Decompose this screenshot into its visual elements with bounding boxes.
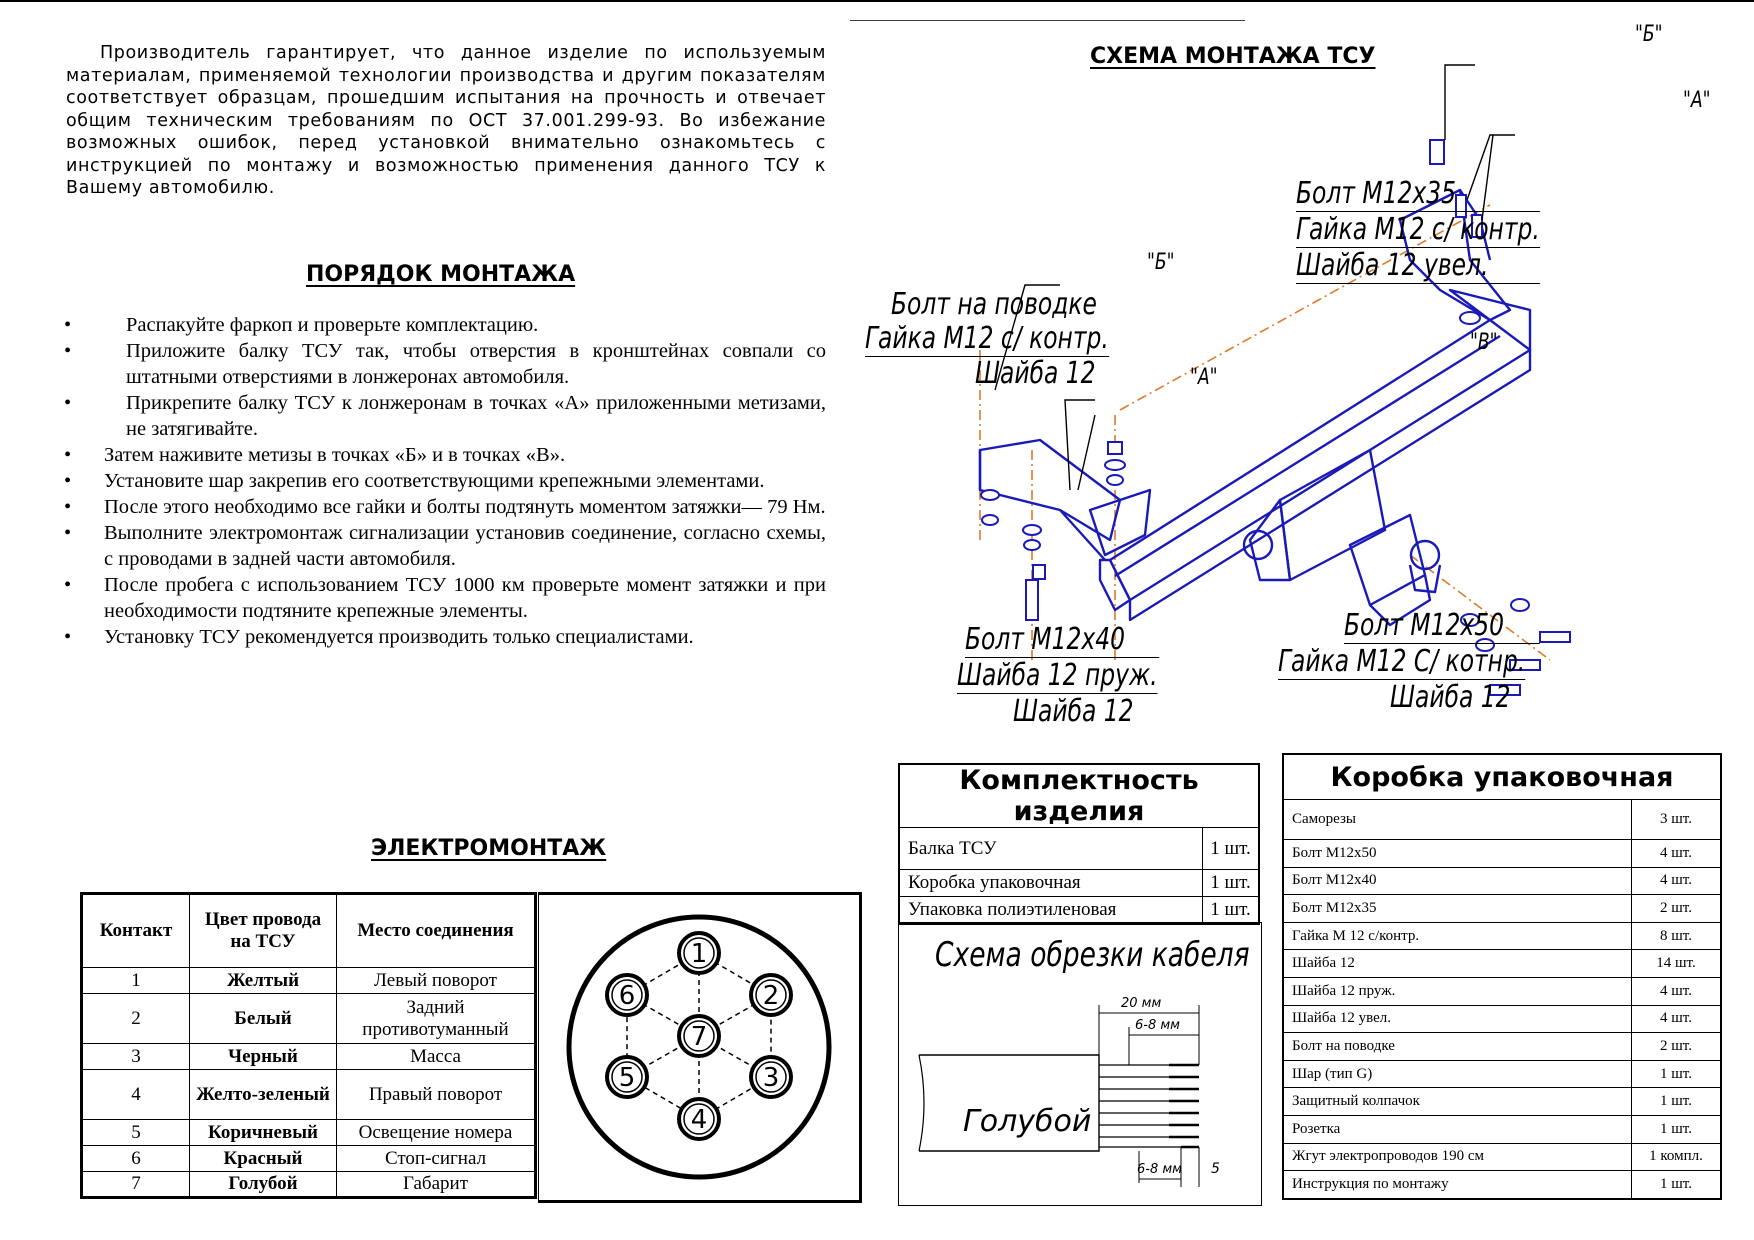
table-row: [1283, 977, 1721, 1005]
table-row: [82, 968, 536, 994]
contact-cell: 7: [82, 1172, 190, 1198]
item-qty: 1 шт.: [1203, 897, 1260, 925]
cable-title: Схема обрезки кабеля: [935, 935, 1250, 975]
callout-line: Гайка М12 С/ котнр.: [1278, 644, 1526, 679]
item-name: Розетка: [1283, 1115, 1632, 1143]
table-row: [1283, 1088, 1721, 1116]
svg-text:2: 2: [762, 981, 780, 1011]
item-name: Инструкция по монтажу: [1283, 1171, 1632, 1199]
item-name: Болт на поводке: [1283, 1033, 1632, 1061]
step-item: • Выполните электромонтаж сигнализации установив соединение, согласно схемы, с проводами в задней части автомобиля.: [60, 520, 826, 572]
item-qty: 1 шт.: [1632, 1115, 1722, 1143]
item-qty: 1 шт.: [1203, 870, 1260, 897]
color-cell: Черный: [190, 1044, 337, 1070]
callout-line: Шайба 12: [1013, 694, 1134, 729]
item-qty: 14 шт.: [1632, 950, 1722, 978]
callout-b-left: "Б": [1147, 250, 1175, 275]
color-cell: Коричневый: [190, 1120, 337, 1146]
item-name: Защитный колпачок: [1283, 1088, 1632, 1116]
table-header-row: [82, 894, 536, 968]
wiring-table: [80, 892, 537, 1199]
step-item: • Прикрепите балку ТСУ к лонжеронам в точках «А» приложенными метизами, не затягивайте.: [60, 390, 826, 442]
kit-table: [898, 763, 1260, 925]
cable-cut-diagram: [898, 922, 1262, 1206]
box-title: Коробка упаковочная: [1283, 754, 1721, 800]
table-row: [1283, 1060, 1721, 1088]
place-cell: Правый поворот: [337, 1070, 536, 1120]
color-cell: Белый: [190, 994, 337, 1044]
table-row: [82, 1070, 536, 1120]
place-cell: Габарит: [337, 1172, 536, 1198]
item-name: Балка ТСУ: [899, 828, 1203, 870]
callout-group-top: [1296, 176, 1609, 284]
item-name: Болт М12х35: [1283, 895, 1632, 923]
step-item: • Распакуйте фаркоп и проверьте комплектацию.: [60, 312, 826, 338]
table-row: [899, 828, 1259, 870]
item-name: Шайба 12 увел.: [1283, 1005, 1632, 1033]
item-qty: 4 шт.: [1632, 1005, 1722, 1033]
callout-line: Шайба 12: [975, 356, 1096, 391]
cable-break-line: [919, 1055, 924, 1151]
callout-group-bottom-left: [957, 622, 1214, 729]
step-item: • Затем наживите метизы в точках «Б» и в точках «В».: [60, 442, 826, 468]
top-rule: [0, 0, 1754, 2]
step-item: • После пробега с использованием ТСУ 1000 км проверьте момент затяжки и при необходимости подтяните крепежные элементы.: [60, 572, 826, 624]
callout-group-left: [865, 288, 1178, 391]
item-qty: 1 шт.: [1203, 828, 1260, 870]
table-row: [899, 870, 1259, 897]
color-cell: Желто-зеленый: [190, 1070, 337, 1120]
contact-cell: 4: [82, 1070, 190, 1120]
callout-line: Шайба 12 увел.: [1296, 248, 1540, 284]
table-row: [1283, 1033, 1721, 1061]
item-qty: 4 шт.: [1632, 867, 1722, 895]
place-cell: Освещение номера: [337, 1120, 536, 1146]
step-item: • Установку ТСУ рекомендуется производить только специалистами.: [60, 624, 826, 650]
dim-total: 20 мм: [1121, 996, 1162, 1011]
item-qty: 1 шт.: [1632, 1171, 1722, 1199]
item-qty: 4 шт.: [1632, 840, 1722, 868]
table-row: [1283, 1115, 1721, 1143]
item-qty: 4 шт.: [1632, 977, 1722, 1005]
wire-label: Голубой: [963, 1104, 1092, 1139]
callout-line: Гайка М12 с/ контр.: [865, 321, 1109, 356]
contact-cell: 3: [82, 1044, 190, 1070]
item-name: Болт М12х50: [1283, 840, 1632, 868]
table-row: [1283, 1171, 1721, 1199]
pin-7: [679, 1016, 719, 1056]
table-row: [1283, 922, 1721, 950]
assembly-steps: [60, 312, 826, 650]
table-row: [899, 897, 1259, 925]
color-cell: Голубой: [190, 1172, 337, 1198]
pin-4: [679, 1099, 719, 1139]
item-name: Жгут электропроводов 190 см: [1283, 1143, 1632, 1171]
step-item: • Приложите балку ТСУ так, чтобы отверстия в кронштейнах совпали со штатными отверстиями в лонжеронах автомобиля.: [60, 338, 826, 390]
item-name: Шайба 12: [1283, 950, 1632, 978]
svg-text:4: 4: [690, 1105, 708, 1135]
table-row: [1283, 800, 1721, 840]
column-header: Контакт: [82, 894, 190, 968]
pin-6: [607, 975, 647, 1015]
scheme-title: СХЕМА МОНТАЖА ТСУ: [1090, 44, 1376, 69]
table-row: [1283, 1143, 1721, 1171]
assembly-title: ПОРЯДОК МОНТАЖА: [306, 262, 576, 287]
step-item: • Установите шар закрепив его соответствующими крепежными элементами.: [60, 468, 826, 494]
item-name: Саморезы: [1283, 800, 1632, 840]
color-cell: Красный: [190, 1146, 337, 1172]
table-row: [1283, 840, 1721, 868]
item-name: Гайка М 12 с/контр.: [1283, 922, 1632, 950]
callout-line: Гайка М12 с/ контр.: [1296, 212, 1540, 247]
contact-cell: 5: [82, 1120, 190, 1146]
kit-title: Комплектность изделия: [899, 764, 1259, 828]
svg-text:1: 1: [690, 939, 708, 969]
table-row: [1283, 1005, 1721, 1033]
place-cell: Левый поворот: [337, 968, 536, 994]
callout-line: Болт М12х35: [1296, 176, 1540, 212]
place-cell: Стоп-сигнал: [337, 1146, 536, 1172]
box-contents-table: [1282, 753, 1722, 1200]
callout-line: Болт М12х40: [965, 622, 1159, 658]
item-qty: 8 шт.: [1632, 922, 1722, 950]
contact-cell: 1: [82, 968, 190, 994]
item-name: Коробка упаковочная: [899, 870, 1203, 897]
column-header: Место соединения: [337, 894, 536, 968]
item-qty: 2 шт.: [1632, 1033, 1722, 1061]
color-cell: Желтый: [190, 968, 337, 994]
contact-cell: 2: [82, 994, 190, 1044]
table-row: [82, 1172, 536, 1198]
dim-strip: 6-8 мм: [1135, 1018, 1180, 1033]
contact-cell: 6: [82, 1146, 190, 1172]
callout-group-bottom-right: [1278, 608, 1595, 715]
table-row: [82, 1120, 536, 1146]
warranty-paragraph: Производитель гарантирует, что данное изделие по используемым материалам, применяемой технологии производства и другим показателям соответствует образцам, прошедшим испытания на прочность и отвечает общим техническим требованиям по ОСТ 37.001.299-93. Во избежание возможных ошибок, перед установкой внимательно ознакомьтесь с инструкцией по монтажу и возможностью применения данного ТСУ к Вашему автомобилю.: [66, 43, 826, 198]
item-name: Шар (тип G): [1283, 1060, 1632, 1088]
table-row: [1283, 895, 1721, 923]
callout-v: "В": [1470, 330, 1498, 355]
table-row: [1283, 867, 1721, 895]
item-name: Упаковка полиэтиленовая: [899, 897, 1203, 925]
item-qty: 3 шт.: [1632, 800, 1722, 840]
pin-1: [679, 933, 719, 973]
item-qty: 1 компл.: [1632, 1143, 1722, 1171]
wiring-title: ЭЛЕКТРОМОНТАЖ: [371, 836, 607, 861]
table-row: [82, 994, 536, 1044]
socket-diagram: [539, 895, 859, 1200]
callout-a-left: "А": [1190, 365, 1218, 390]
callout-line: Шайба 12 пруж.: [957, 658, 1158, 693]
place-cell: Задний противотуманный: [337, 994, 536, 1044]
pin-2: [751, 975, 791, 1015]
item-name: Болт М12х40: [1283, 867, 1632, 895]
callout-a-top: "А": [1683, 88, 1711, 113]
pin-3: [751, 1057, 791, 1097]
place-cell: Масса: [337, 1044, 536, 1070]
callout-line: Болт на поводке: [891, 287, 1097, 322]
dim-five: 5: [1211, 1161, 1220, 1177]
column-header: Цвет провода на ТСУ: [190, 894, 337, 968]
pin-5: [607, 1057, 647, 1097]
step-item: • После этого необходимо все гайки и болты подтянуть моментом затяжки— 79 Нм.: [60, 494, 826, 520]
dim-bottom: 6-8 мм: [1137, 1162, 1182, 1177]
svg-text:6: 6: [618, 981, 636, 1011]
item-qty: 1 шт.: [1632, 1060, 1722, 1088]
callout-line: Болт М12х50: [1344, 608, 1540, 644]
table-row: [82, 1044, 536, 1070]
item-name: Шайба 12 пруж.: [1283, 977, 1632, 1005]
table-row: [82, 1146, 536, 1172]
svg-text:5: 5: [618, 1063, 636, 1093]
item-qty: 2 шт.: [1632, 895, 1722, 923]
warranty-text: [66, 42, 826, 200]
callout-b-top: "Б": [1635, 22, 1663, 47]
svg-text:3: 3: [762, 1063, 780, 1093]
table-row: [1283, 950, 1721, 978]
callout-line: Шайба 12: [1390, 680, 1511, 715]
item-qty: 1 шт.: [1632, 1088, 1722, 1116]
bare-ends: [1169, 1065, 1199, 1147]
socket-diagram-box: [538, 892, 862, 1203]
svg-text:7: 7: [690, 1022, 708, 1052]
